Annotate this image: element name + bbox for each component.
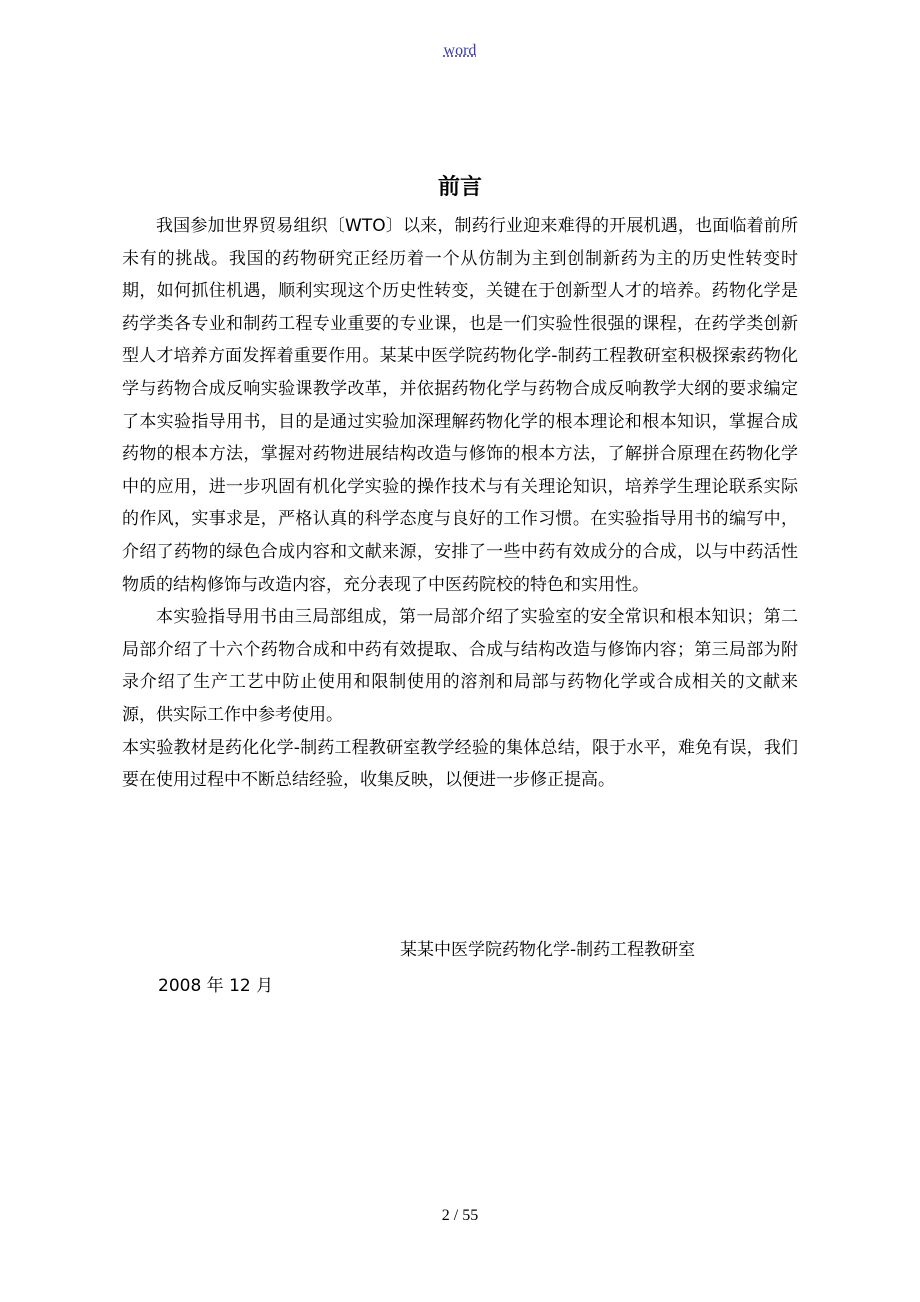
document-body [122, 210, 798, 797]
paragraph-3: 本实验教材是药化化学-制药工程教研室教学经验的集体总结，限于水平，难免有误，我们要在使用过程中不断总结经验，收集反映，以便进一步修正提高。 [122, 737, 798, 791]
page-title: 前言 [437, 175, 482, 200]
header-word-link[interactable]: word [443, 42, 477, 59]
signature: 某某中医学院药物化学-制药工程教研室 [400, 940, 696, 960]
page-number: 2 / 55 [441, 1207, 479, 1224]
paragraph-1: 我国参加世界贸易组织〔WTO〕以来，制药行业迎来难得的开展机遇，也面临着前所未有的挑战。我国的药物研究正经历着一个从仿制为主到创制新药为主的历史性转变时期，如何抓住机遇，顺利实现这个历史性转变，关键在于创新型人才的培养。药物化学是药学类各专业和制药工程专业重要的专业课，也是一们实验性很强的课程，在药学类创新型人才培养方面发挥着重要作用。某某中医学院药物化学-制药工程教研室积极探索药物化学与药物合成反响实验课教学改革，并依据药物化学与药物合成反响教学大纲的要求编定了本实验指导用书，目的是通过实验加深理解药物化学的根本理论和根本知识，掌握合成药物的根本方法，掌握对药物进展结构改造与修饰的根本方法，了解拼合原理在药物化学中的应用，进一步巩固有机化学实验的操作技术与有关理论知识，培养学生理论联系实际的作风，实事求是，严格认真的科学态度与良好的工作习惯。在实验指导用书的编写中，介绍了药物的绿色合成内容和文献来源，安排了一些中药有效成分的合成，以与中药活性物质的结构修饰与改造内容，充分表现了中医药院校的特色和实用性。 [122, 216, 798, 595]
date: 2008 年 12 月 [158, 976, 274, 996]
paragraph-2: 本实验指导用书由三局部组成，第一局部介绍了实验室的安全常识和根本知识；第二局部介绍了十六个药物合成和中药有效提取、合成与结构改造与修饰内容；第三局部为附录介绍了生产工艺中防止使用和限制使用的溶剂和局部与药物化学或合成相关的文献来源，供实际工作中参考使用。 [122, 607, 798, 725]
